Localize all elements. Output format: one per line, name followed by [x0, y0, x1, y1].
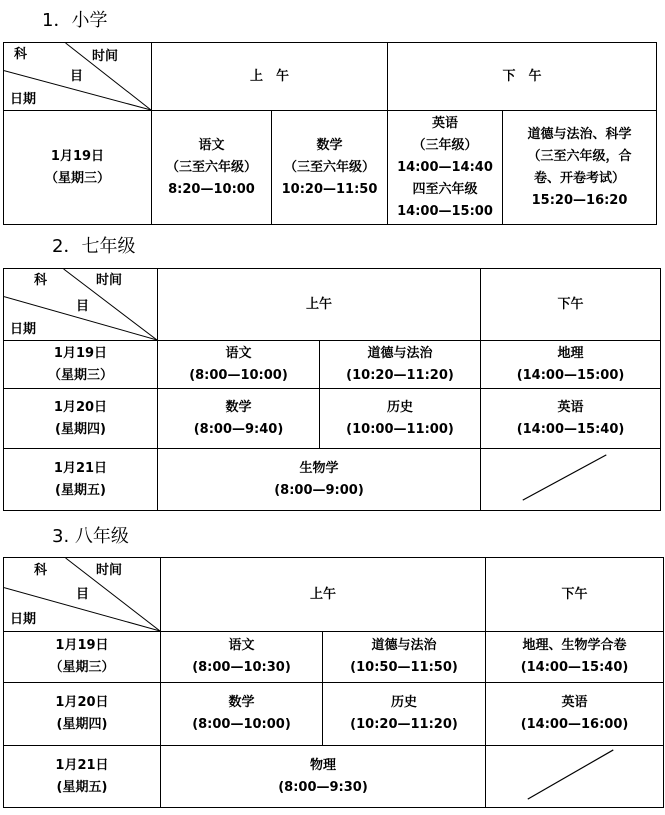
- weekday-text: (星期五): [56, 779, 108, 795]
- section-title-primary: 1．小学: [42, 10, 108, 31]
- date-text: 1月21日: [53, 460, 108, 476]
- subject-name: 数学: [225, 399, 252, 415]
- exam-time: 8:20—10:00: [168, 181, 255, 197]
- exam-time: (14:00—16:00): [520, 717, 629, 732]
- grade7-schedule-table: [3, 268, 661, 511]
- exam-time: (8:00—10:30): [192, 660, 291, 675]
- exam-time: (10:00—11:00): [346, 421, 454, 437]
- date-text: 1月19日: [55, 638, 109, 653]
- grade-range: （三至六年级）: [165, 159, 257, 175]
- subject-name: 语文: [225, 345, 252, 361]
- exam-cell: [158, 449, 481, 511]
- exam-cell: [486, 683, 664, 746]
- subject-name: 数学: [228, 695, 255, 710]
- exam-cell: [323, 632, 486, 683]
- exam-cell-math: [272, 111, 388, 225]
- date-text: 1月20日: [53, 399, 108, 415]
- morning-header: 上 午: [152, 43, 388, 111]
- empty-slash: [486, 746, 663, 807]
- exam-cell: [320, 341, 481, 389]
- exam-time: (8:00—9:30): [278, 779, 368, 795]
- grade-range: （三年级）: [412, 137, 478, 153]
- exam-time: (8:00—10:00): [192, 717, 291, 732]
- subject-name: 道德与法治、科学: [527, 126, 632, 142]
- exam-cell-morality-science: [503, 111, 657, 225]
- subject-name: 历史: [391, 695, 418, 710]
- section-title-grade7: 2．七年级: [52, 236, 136, 257]
- exam-cell: [320, 389, 481, 449]
- subject-name: 道德与法治: [371, 638, 437, 653]
- exam-cell: [161, 632, 323, 683]
- exam-cell: [161, 683, 323, 746]
- afternoon-header: 下午: [486, 558, 664, 632]
- weekday-text: （星期三）: [47, 367, 113, 383]
- morning-header: 上午: [158, 269, 481, 341]
- diagonal-header-cell: [4, 43, 152, 111]
- date-text: 1月20日: [55, 695, 109, 710]
- exam-time: 15:20—16:20: [531, 192, 628, 208]
- exam-time: (10:20—11:20): [346, 367, 454, 383]
- weekday-text: (星期四): [56, 717, 108, 732]
- subject-label: 科: [34, 563, 48, 578]
- subject-name: 历史: [387, 399, 414, 415]
- exam-time: 14:00—14:40: [397, 159, 493, 175]
- subject-name: 语文: [198, 137, 225, 153]
- exam-time: 10:20—11:50: [281, 181, 378, 197]
- exam-cell: [158, 341, 320, 389]
- date-text: 1月21日: [55, 757, 109, 773]
- subject-label: 科: [14, 47, 28, 62]
- date-cell: [4, 683, 161, 746]
- subject-name: 语文: [228, 638, 255, 653]
- exam-time: (8:00—9:00): [274, 482, 364, 498]
- weekday-text: (星期五): [55, 482, 106, 498]
- weekday-text: （星期三）: [44, 170, 110, 186]
- exam-cell: [158, 389, 320, 449]
- exam-cell: [481, 389, 661, 449]
- no-exam-slash-cell: [486, 746, 664, 808]
- subject-name: 物理: [310, 757, 337, 773]
- date-text: 1月19日: [53, 345, 108, 361]
- grade-range-2: 四至六年级: [412, 181, 478, 197]
- date-label: 日期: [10, 322, 37, 337]
- subject-name: 地理: [557, 345, 584, 361]
- grade-range: （三至六年级）: [284, 159, 376, 175]
- afternoon-header: 下午: [481, 269, 661, 341]
- subject-name: 数学: [316, 137, 343, 153]
- weekday-text: （星期三）: [49, 660, 115, 675]
- grade8-schedule-table: [3, 557, 664, 808]
- time-label: 时间: [92, 49, 119, 64]
- time-label: 时间: [96, 273, 123, 288]
- exam-cell: [486, 632, 664, 683]
- exam-time: (8:00—10:00): [189, 367, 288, 383]
- date-label: 日期: [10, 612, 37, 627]
- section-title-grade8: 3. 八年级: [52, 526, 129, 547]
- exam-cell-chinese: [152, 111, 272, 225]
- time-label: 时间: [96, 563, 123, 578]
- exam-cell: [481, 341, 661, 389]
- exam-time: (8:00—9:40): [193, 421, 284, 437]
- date-text: 1月19日: [50, 148, 105, 164]
- date-cell: [4, 449, 158, 511]
- date-cell: [4, 746, 161, 808]
- subject-name: 英语: [561, 695, 588, 710]
- empty-slash: [481, 449, 660, 510]
- subject-label-2: 目: [76, 587, 90, 602]
- date-cell: [4, 341, 158, 389]
- exam-cell: [161, 746, 486, 808]
- diagonal-header-cell: [4, 269, 158, 341]
- primary-schedule-table: [3, 42, 657, 225]
- subject-label: 科: [34, 273, 48, 288]
- exam-note: 卷、开卷考试）: [534, 170, 626, 186]
- date-label: 日期: [10, 92, 37, 107]
- exam-time-2: 14:00—15:00: [397, 203, 493, 219]
- subject-name: 英语: [432, 115, 459, 131]
- no-exam-slash-cell: [481, 449, 661, 511]
- subject-label-2: 目: [70, 69, 84, 84]
- afternoon-header: 下 午: [388, 43, 657, 111]
- grade-range: （三至六年级，合: [527, 148, 632, 164]
- exam-time: (10:50—11:50): [350, 660, 458, 675]
- exam-time: (14:00—15:40): [516, 421, 625, 437]
- exam-time: (14:00—15:40): [520, 660, 629, 675]
- exam-cell-english: [388, 111, 503, 225]
- exam-time: (14:00—15:00): [516, 367, 625, 383]
- date-cell: [4, 111, 152, 225]
- date-cell: [4, 632, 161, 683]
- subject-label-2: 目: [76, 299, 90, 314]
- date-cell: [4, 389, 158, 449]
- subject-name: 生物学: [299, 460, 339, 476]
- morning-header: 上午: [161, 558, 486, 632]
- weekday-text: (星期四): [55, 421, 106, 437]
- subject-name: 地理、生物学合卷: [522, 638, 627, 653]
- exam-time: (10:20—11:20): [350, 717, 458, 732]
- exam-cell: [323, 683, 486, 746]
- subject-name: 英语: [557, 399, 584, 415]
- subject-name: 道德与法治: [367, 345, 433, 361]
- diagonal-header-cell: [4, 558, 161, 632]
